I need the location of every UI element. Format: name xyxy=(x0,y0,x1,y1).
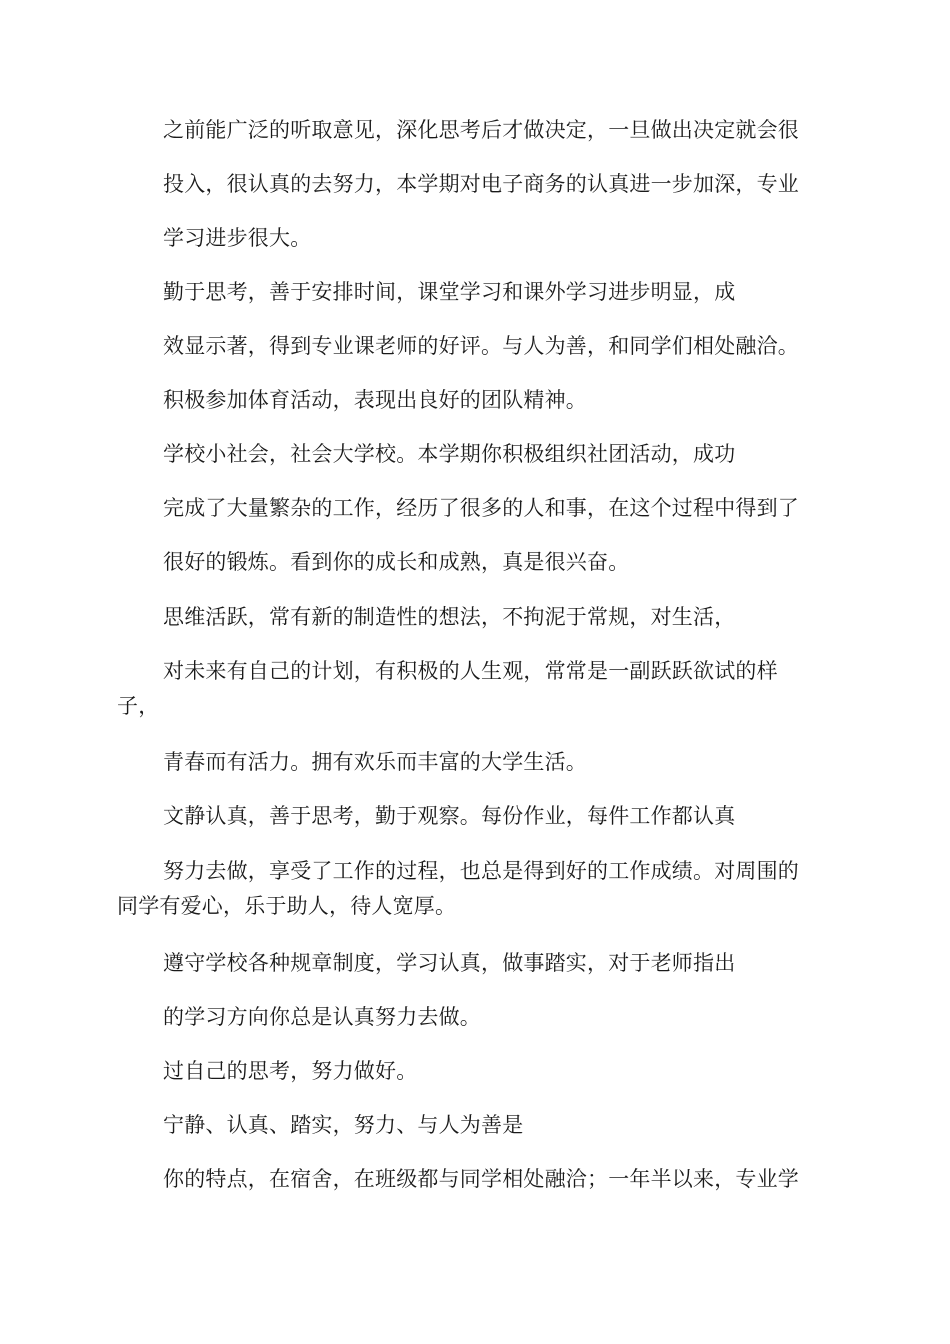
text-line: 学校小社会，社会大学校。本学期你积极组织社团活动，成功 xyxy=(163,442,736,466)
text-line: 过自己的思考，努力做好。 xyxy=(163,1059,418,1083)
text-line: 你的特点，在宿舍，在班级都与同学相处融洽；一年半以来，专业学 xyxy=(163,1167,799,1191)
text-line: 学习进步很大。 xyxy=(163,226,312,250)
text-line: 之前能广泛的听取意见，深化思考后才做决定，一旦做出决定就会很 xyxy=(163,118,799,142)
text-line: 努力去做，享受了工作的过程，也总是得到好的工作成绩。对周围的 xyxy=(163,859,799,883)
text-line: 的学习方向你总是认真努力去做。 xyxy=(163,1005,481,1029)
text-line: 青春而有活力。拥有欢乐而丰富的大学生活。 xyxy=(163,750,587,774)
text-line: 宁静、认真、踏实，努力、与人为善是 xyxy=(163,1113,524,1137)
text-line: 积极参加体育活动，表现出良好的团队精神。 xyxy=(163,388,587,412)
text-line: 投入，很认真的去努力，本学期对电子商务的认真进一步加深，专业 xyxy=(163,172,799,196)
text-line: 文静认真，善于思考，勤于观察。每份作业，每件工作都认真 xyxy=(163,804,736,828)
text-line: 很好的锻炼。看到你的成长和成熟，真是很兴奋。 xyxy=(163,550,630,574)
text-line: 遵守学校各种规章制度，学习认真，做事踏实，对于老师指出 xyxy=(163,951,736,975)
text-line: 子， xyxy=(117,694,160,718)
text-line: 效显示著，得到专业课老师的好评。与人为善，和同学们相处融洽。 xyxy=(163,334,799,358)
text-line: 同学有爱心，乐于助人，待人宽厚。 xyxy=(117,894,457,918)
text-line: 对未来有自己的计划，有积极的人生观，常常是一副跃跃欲试的样 xyxy=(163,659,778,683)
text-line: 勤于思考，善于安排时间，课堂学习和课外学习进步明显，成 xyxy=(163,280,736,304)
text-line: 完成了大量繁杂的工作，经历了很多的人和事，在这个过程中得到了 xyxy=(163,496,799,520)
text-line: 思维活跃，常有新的制造性的想法，不拘泥于常规，对生活， xyxy=(163,605,736,629)
